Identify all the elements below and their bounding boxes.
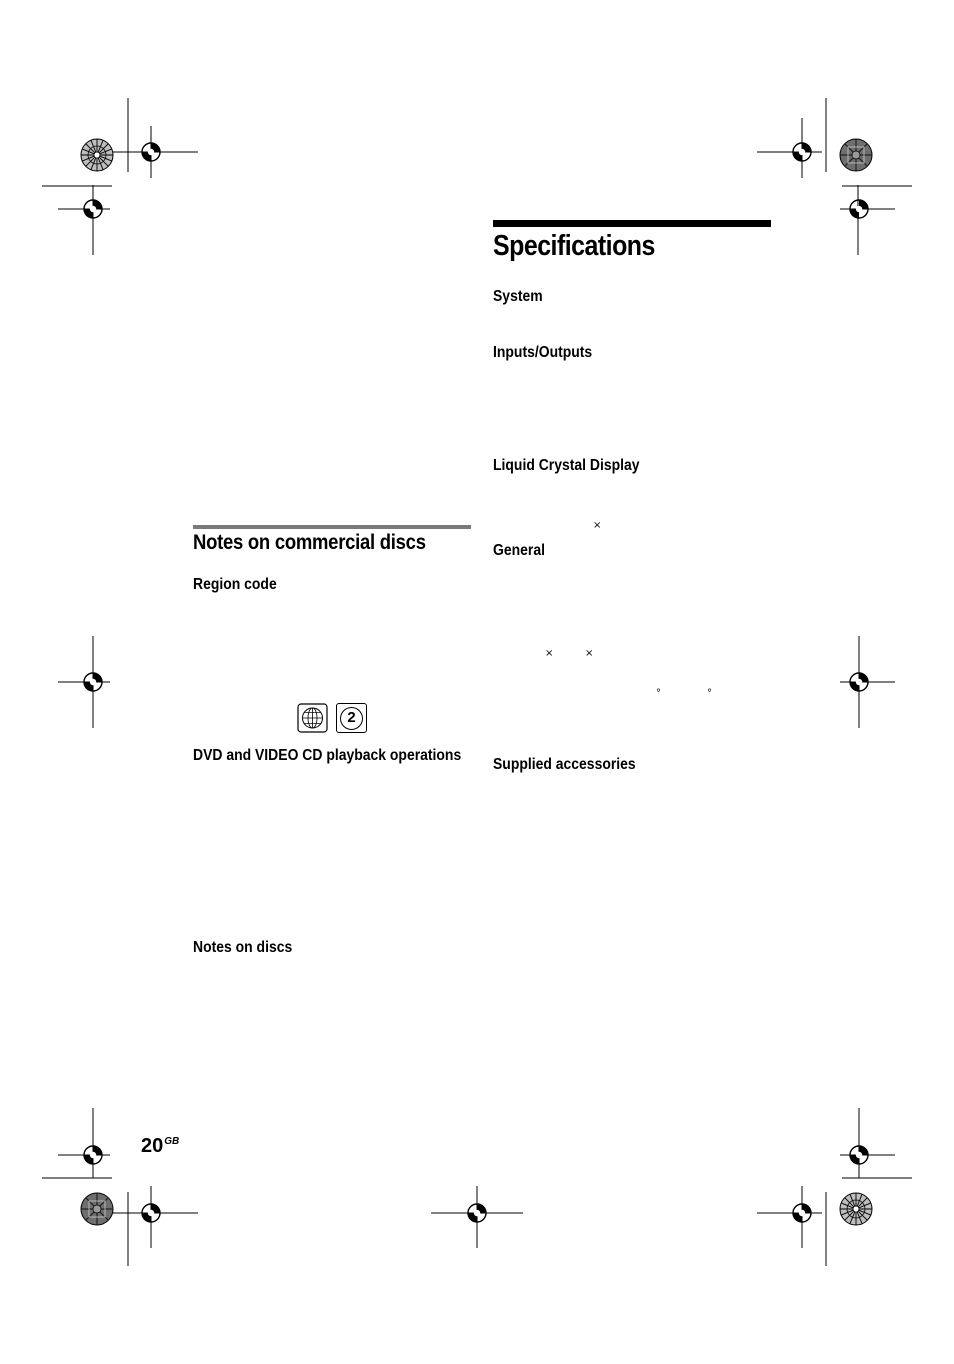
notes-on-discs-heading: Notes on discs xyxy=(193,939,293,956)
inputs-outputs-heading: Inputs/Outputs xyxy=(493,344,593,361)
times-symbol: × xyxy=(593,520,602,531)
times-symbol: × xyxy=(585,648,594,659)
general-heading: General xyxy=(493,542,545,559)
specifications-title: Specifications xyxy=(493,230,655,262)
supplied-accessories-heading: Supplied accessories xyxy=(493,756,636,773)
notes-title: Notes on commercial discs xyxy=(193,531,426,554)
notes-rule xyxy=(193,525,471,529)
degree-symbol: ° xyxy=(707,688,712,699)
playback-operations-heading: DVD and VIDEO CD playback operations xyxy=(193,747,462,764)
degree-symbol: ° xyxy=(656,688,661,699)
page-number xyxy=(141,1135,179,1158)
globe-region-icon xyxy=(297,703,328,733)
page-number-suffix: GB xyxy=(164,1136,180,1147)
times-symbol: × xyxy=(545,648,554,659)
lcd-heading: Liquid Crystal Display xyxy=(493,457,640,474)
page-number-value: 20 xyxy=(141,1135,164,1157)
specifications-rule xyxy=(493,220,771,227)
region-number: 2 xyxy=(347,709,356,726)
region-number-mark xyxy=(336,703,367,733)
region-code-heading: Region code xyxy=(193,576,277,593)
system-heading: System xyxy=(493,288,543,305)
